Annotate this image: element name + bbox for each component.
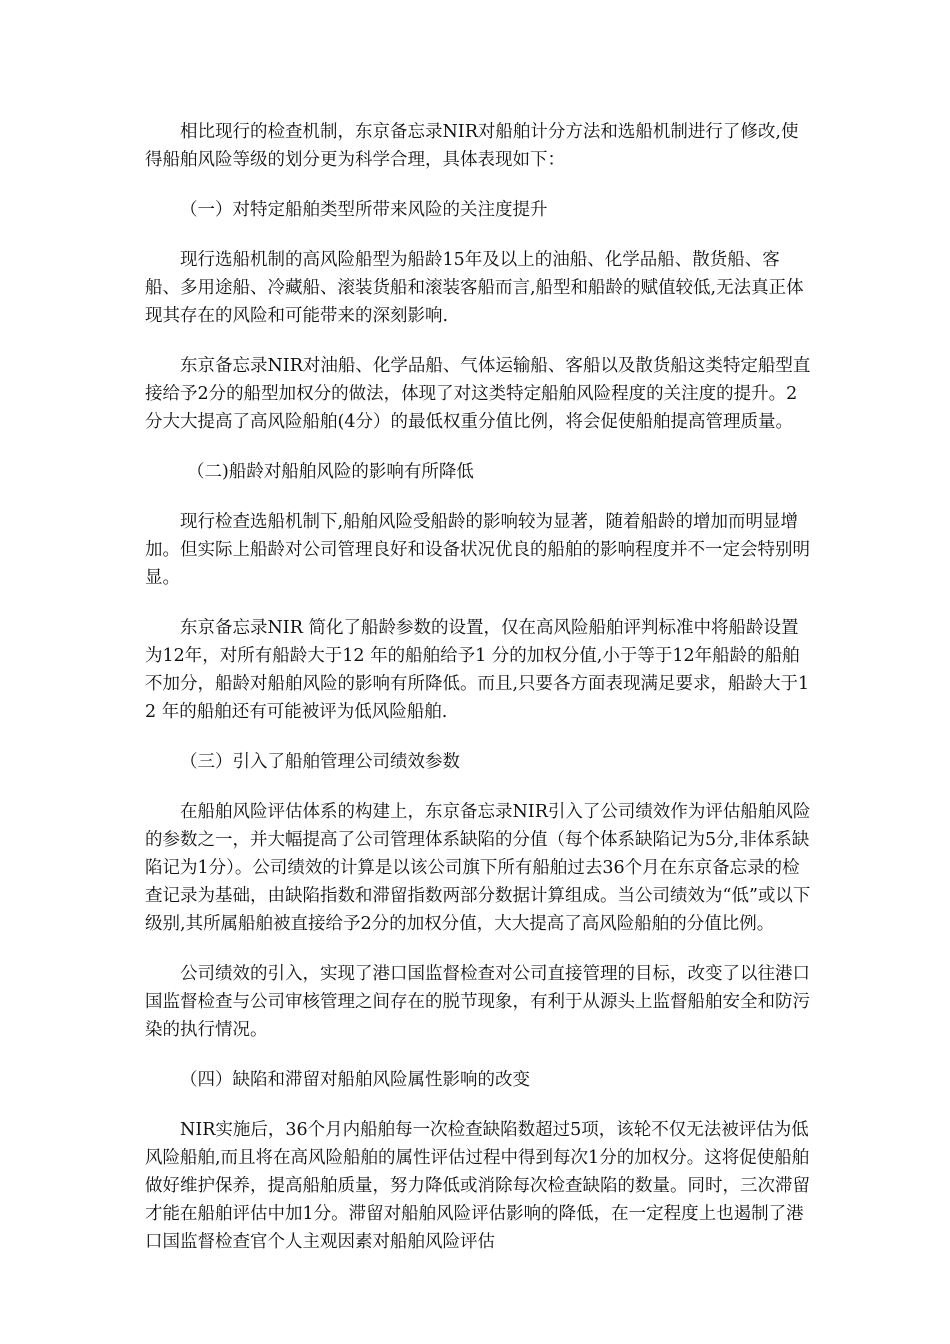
paragraph-deficiency-detention: NIR实施后，36个月内船舶每一次检查缺陷数超过5项，该轮不仅无法被评估为低风险船舶,而且将在高风险船舶的属性评估过程中得到每次1分的加权分。这将促使船舶做好维护保养，提高船舶质量，努力降低或消除每次检查缺陷的数量。同时，三次滞留才能在船舶评估中加1分。滞留对船舶风险评估影响的降低，在一定程度上也遏制了港口国监督检查官个人主观因素对船舶风险评估: [145, 1120, 810, 1252]
document-body: [145, 118, 813, 1278]
paragraph-company-performance-effect: 公司绩效的引入，实现了港口国监督检查对公司直接管理的目标，改变了以往港口国监督检查与公司审核管理之间存在的脱节现象，有利于从源头上监督船舶安全和防污染的执行情况。: [145, 964, 810, 1040]
section-heading-4: （四）缺陷和滞留对船舶风险属性影响的改变: [180, 1070, 530, 1090]
paragraph-ship-type-current: 现行选船机制的高风险船型为船龄15年及以上的油船、化学品船、散货船、客船、多用途船、冷藏船、滚装货船和滚装客船而言,船型和船龄的赋值较低,无法真正体现其存在的风险和可能带来的深刻影响.: [145, 250, 804, 326]
paragraph-ship-type-nir: 东京备忘录NIR对油船、化学品船、气体运输船、客船以及散货船这类特定船型直接给予2分的船型加权分的做法，体现了对这类特定船舶风险程度的关注度的提升。2分大大提高了高风险船舶(4分）的最低权重分值比例，将会促使船舶提高管理质量。: [145, 356, 811, 432]
paragraph-ship-age-current: 现行检查选船机制下,船舶风险受船龄的影响较为显著，随着船龄的增加而明显增加。但实际上船龄对公司管理良好和设备状况优良的船舶的影响程度并不一定会特别明显。: [145, 512, 810, 588]
section-heading-1: （一）对特定船舶类型所带来风险的关注度提升: [180, 200, 548, 220]
paragraph-ship-age-nir: 东京备忘录NIR 简化了船龄参数的设置，仅在高风险船舶评判标准中将船龄设置为12年，对所有船龄大于12 年的船舶给予1 分的加权分值,小于等于12年船龄的船舶不加分，船龄对船舶风险的影响有所降低。而且,只要各方面表现满足要求，船龄大于12 年的船舶还有可能被评为低风险船舶.: [145, 618, 810, 722]
paragraph-intro: 相比现行的检查机制，东京备忘录NIR对船舶计分方法和选船机制进行了修改,使得船舶风险等级的划分更为科学合理，具体表现如下：: [145, 122, 799, 170]
section-heading-2: （二)船龄对船舶风险的影响有所降低: [187, 462, 474, 482]
section-heading-3: （三）引入了船舶管理公司绩效参数: [180, 752, 460, 772]
paragraph-company-performance: 在船舶风险评估体系的构建上，东京备忘录NIR引入了公司绩效作为评估船舶风险的参数之一，并大幅提高了公司管理体系缺陷的分值（每个体系缺陷记为5分,非体系缺陷记为1分）。公司绩效的计算是以该公司旗下所有船舶过去36个月在东京备忘录的检查记录为基础，由缺陷指数和滞留指数两部分数据计算组成。当公司绩效为“低”或以下级别,其所属船舶被直接给予2分的加权分值，大大提高了高风险船舶的分值比例。: [145, 802, 811, 934]
